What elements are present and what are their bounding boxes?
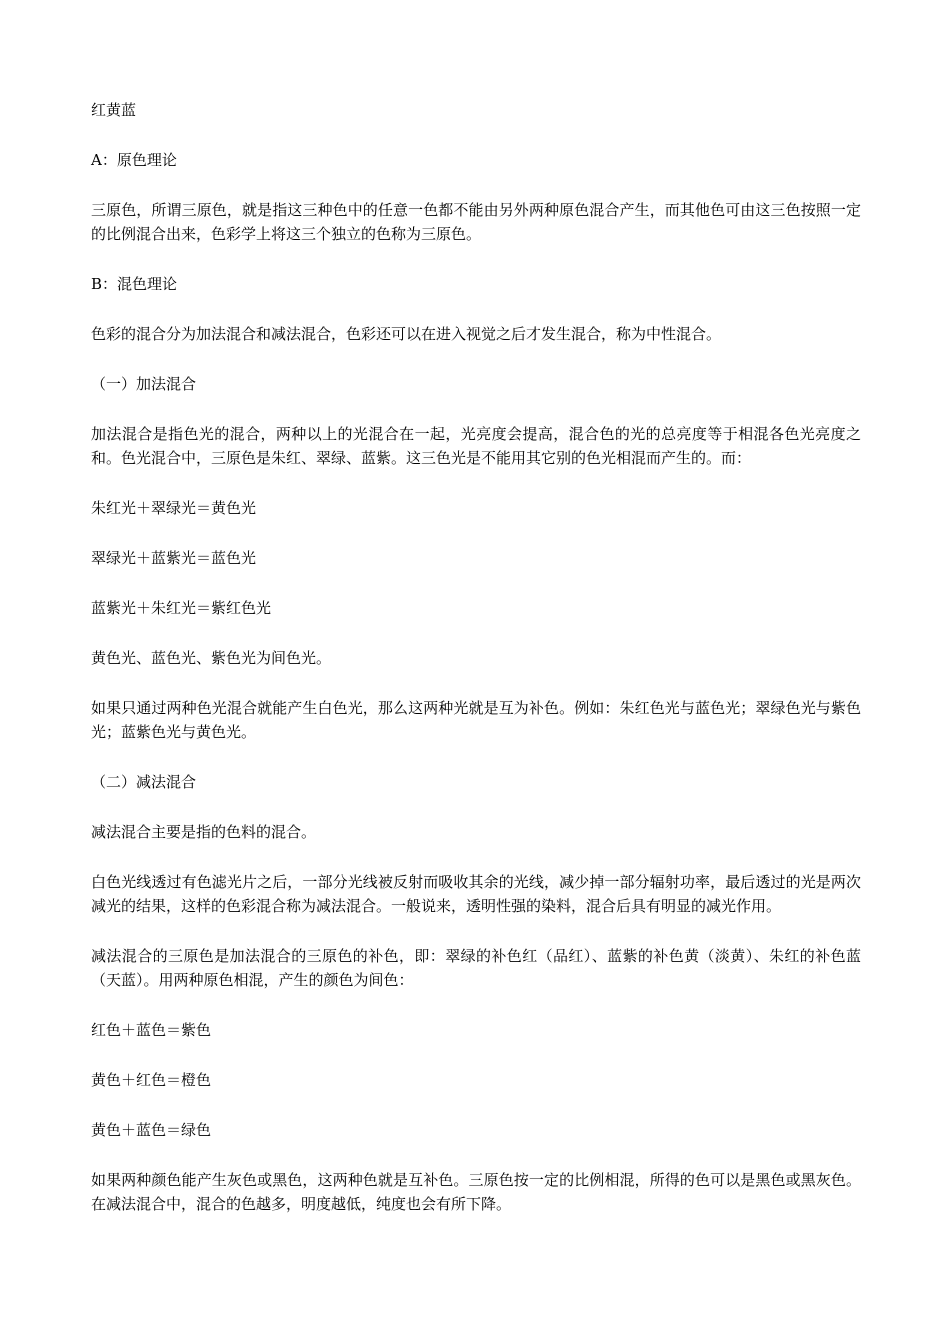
formula-light-2: 翠绿光＋蓝紫光＝蓝色光 (91, 549, 257, 567)
formula-light-1: 朱红光＋翠绿光＝黄色光 (91, 499, 257, 517)
paragraph-intermediate-lights: 黄色光、蓝色光、紫色光为间色光。 (91, 649, 332, 667)
document-body (91, 98, 861, 1242)
section-heading-primary-color-theory: A：原色理论 (91, 151, 177, 169)
paragraph-complementary-pigments: 如果两种颜色能产生灰色或黑色，这两种色就是互补色。三原色按一定的比例相混，所得的色可以是黑色或黑灰色。在减法混合中，混合的色越多，明度越低，纯度也会有所下降。 (91, 1171, 861, 1213)
paragraph-mixing-overview: 色彩的混合分为加法混合和减法混合，色彩还可以在进入视觉之后才发生混合，称为中性混合。 (91, 325, 722, 343)
paragraph-subtractive-primaries: 减法混合的三原色是加法混合的三原色的补色，即：翠绿的补色红（品红）、蓝紫的补色黄（淡黄）、朱红的补色蓝（天蓝）。用两种原色相混，产生的颜色为间色： (91, 947, 861, 989)
formula-light-3: 蓝紫光＋朱红光＝紫红色光 (91, 599, 272, 617)
paragraph-subtractive-intro: 减法混合主要是指的色料的混合。 (91, 823, 317, 841)
formula-pigment-2: 黄色＋红色＝橙色 (91, 1071, 212, 1089)
section-heading-color-mixing-theory: B：混色理论 (91, 275, 178, 293)
formula-pigment-1: 红色＋蓝色＝紫色 (91, 1021, 212, 1039)
paragraph-complementary-lights: 如果只通过两种色光混合就能产生白色光，那么这两种光就是互为补色。例如：朱红色光与蓝色光；翠绿色光与紫色光；蓝紫色光与黄色光。 (91, 699, 861, 741)
formula-pigment-3: 黄色＋蓝色＝绿色 (91, 1121, 212, 1139)
subheading-subtractive-mixing: （二）减法混合 (91, 773, 197, 791)
subheading-additive-mixing: （一）加法混合 (91, 375, 197, 393)
paragraph-subtractive-detail: 白色光线透过有色滤光片之后，一部分光线被反射而吸收其余的光线，减少掉一部分辐射功率，最后透过的光是两次减光的结果，这样的色彩混合称为减法混合。一般说来，透明性强的染料，混合后具有明显的减光作用。 (91, 873, 861, 915)
paragraph-additive-mixing: 加法混合是指色光的混合，两种以上的光混合在一起，光亮度会提高，混合色的光的总亮度等于相混各色光亮度之和。色光混合中，三原色是朱红、翠绿、蓝紫。这三色光是不能用其它别的色光相混而产生的。而： (91, 425, 861, 467)
paragraph-primary-colors: 三原色，所谓三原色，就是指这三种色中的任意一色都不能由另外两种原色混合产生，而其他色可由这三色按照一定的比例混合出来，色彩学上将这三个独立的色称为三原色。 (91, 201, 861, 243)
document-title: 红黄蓝 (91, 101, 137, 119)
